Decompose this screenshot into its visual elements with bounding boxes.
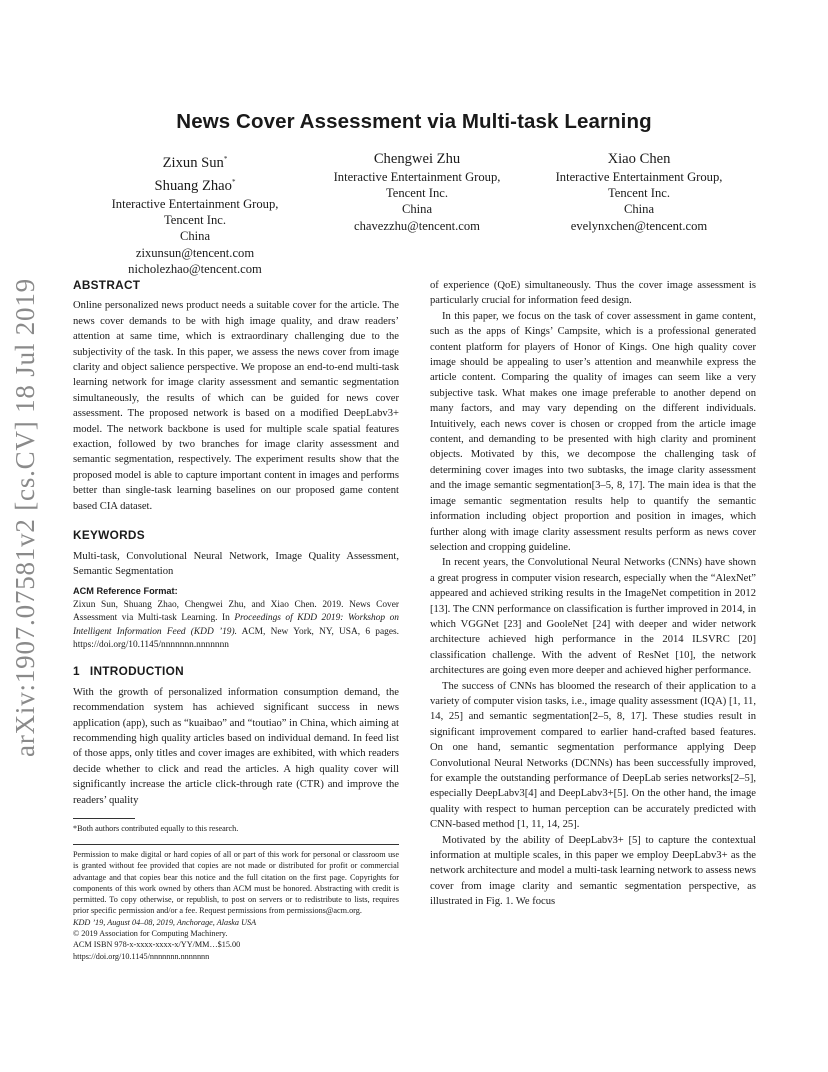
permission-rule	[73, 844, 399, 845]
intro-paragraph: In recent years, the Convolutional Neural Networks (CNNs) have shown a great progress in computer vision research, especially when the “AlexNet” appeared and achieved striking results in the ImageNet competition in 2012 [13]. The CNN performance on classification is further improved in 2014, in which VGGNet [23] and GooleNet [24] with deeper and wider network architecture achieved high performance in the 2014 ILSVRC [20] classification challenge. With the advent of ResNet [10], the network architectures are going even more deeper and achieved higher performance.	[430, 557, 756, 677]
affiliation-country: China	[623, 202, 655, 217]
keywords-text: Multi-task, Convolutional Neural Network, Image Quality Assessment, Semantic Segmentation	[73, 550, 399, 577]
acm-reference-tail: ACM, New York, NY, USA, 6 pages. https://doi.org/10.1145/nnnnnnn.nnnnnnn	[73, 626, 400, 650]
arxiv-id: arXiv:1907.07581v2 [cs.CV] 18 Jul 2019	[9, 277, 40, 757]
author-email: nicholezhao@tencent.com	[128, 261, 262, 276]
abstract-text: Online personalized news product needs a suitable cover for the article. The news cover demands to be with high image quality, and draw readers’ attention at same time, which is extraordinary challenging due to the subjectivity of the task. In this paper, we assess the news cover from image clarity and object salience perspective. We propose an end-to-end multi-task learning network for image clarity assessment and semantic segmentation simultaneously, the results of which can be guided for news cover assessment. The proposed network is based on a modified DeepLabv3+ model. The network backbone is used for multiple scale spatial features exaction, followed by two branches for image clarity assessment and semantic segmentation, respectively. The experiment results show that the proposed model is able to capture important content in images and performs better than single-task learning baselines on our proposed game content based CIA dataset.	[73, 300, 399, 512]
introduction-paragraph: With the growth of personalized information consumption demand, the recommendation system has achieved significant success in news application (app), such as “kuaibao” and “toutiao” in China, which aiming at recommending high quality articles based on individual demand. In feed list of those apps, only titles and cover images are exhibited, with which readers decide whether to click and read the articles. A high quality cover will significantly increase the article click-through rate (CTR) and improve the readers’ quality	[73, 686, 399, 806]
footnote-rule	[73, 818, 135, 819]
author-group-2	[312, 150, 522, 234]
acm-reference-venue: Proceedings of KDD 2019: Workshop on Intelligent Information Feed (KDD ’19).	[73, 613, 399, 637]
conference-info: KDD ’19, August 04–08, 2019, Anchorage, Alaska USA	[73, 917, 257, 927]
acm-reference-heading: ACM Reference Format:	[73, 586, 178, 597]
paper-title: News Cover Assessment via Multi-task Learning	[176, 110, 652, 133]
arxiv-watermark	[2, 262, 48, 772]
doi-line: https://doi.org/10.1145/nnnnnnn.nnnnnnn	[73, 951, 210, 961]
permission-block	[73, 849, 399, 962]
acm-reference	[73, 585, 399, 652]
author-name: Xiao Chen	[607, 151, 671, 167]
author-name: Zixun Sun*	[162, 155, 228, 171]
affiliation-line: Tencent Inc.	[607, 186, 671, 201]
intro-paragraph-continued: of experience (QoE) simultaneously. Thus the cover image assessment is particularly crucial for information feed design.	[430, 280, 756, 307]
author-email: chavezzhu@tencent.com	[354, 218, 480, 233]
affiliation-line: Interactive Entertainment Group,	[555, 170, 723, 184]
footnote: *Both authors contributed equally to this research.	[73, 824, 239, 833]
author-group-1	[90, 150, 300, 277]
author-email: zixunsun@tencent.com	[135, 245, 255, 260]
affiliation-line: Interactive Entertainment Group,	[333, 170, 501, 184]
intro-paragraph: The success of CNNs has bloomed the research of their application to a variety of computer vision tasks, i.e., image quality assessment (IQA) [1, 11, 14, 25] and semantic segmentation[2–5, 8, 17]. These studies result in significant improvement compared to earlier hand-crafted based features. On one hand, semantic segmentation performance applying Deep Convolutional Neural Networks (DCNNs) has been successfully improved, for example the outstanding performance of DeepLab series networks[2–5], especially DeepLabv3[4] and DeepLabv3+[5]. On the other hand, the image quality with respect to human perception can be accurately predicted with CNN-based method [1, 11, 14, 25].	[430, 680, 756, 831]
keywords-heading: KEYWORDS	[73, 528, 145, 543]
permission-text: Permission to make digital or hard copies of all or part of this work for personal or classroom use is granted without fee provided that copies are not made or distributed for profit or commercial advantage and that copies bear this notice and the full citation on the first page. Copyrights for components of this work owned by others than ACM must be honored. Abstracting with credit is permitted. To copy otherwise, or republish, to post on servers or to redistribute to lists, requires prior specific permission and/or a fee. Request permissions from permissions@acm.org.	[73, 850, 399, 916]
author-email: evelynxchen@tencent.com	[570, 218, 708, 233]
affiliation-country: China	[401, 202, 433, 217]
affiliation-line: Interactive Entertainment Group,	[111, 197, 279, 211]
intro-paragraph: Motivated by the ability of DeepLabv3+ [5] to capture the contextual information at multiple scales, in this paper we employ DeepLabv3+ as the network architecture and model a multi-task learning network to assess news cover from image clarity and semantic segmentation perspective, as illustrated in Fig. 1. We focus	[430, 834, 756, 908]
author-group-3	[534, 150, 744, 234]
author-block	[0, 150, 828, 275]
section-number: 1	[73, 664, 80, 679]
intro-paragraph: In this paper, we focus on the task of cover assessment in game content, such as the apps of Kings’ Campsite, which is a professional generated content platform for players of Honor of Kings. One high quality cover image should be appealing to user’s attention and meanwhile express the article content. Comparing the quality of images can seem like a very subjective task. What makes one image preferable to another depend on many factors, and may vary depending on the different individuals. Intuitively, each news cover is chosen or cropped from the article image content, and demanding to be presented with high clarity and prominent objects. Motivated by this, we decompose the challenging task of determining cover images into two subtasks, the image clarity assessment and the image semantic segmentation[3–5, 8, 17]. The main idea is that the image semantic segmentation results help to quantify the semantic information including object proportion and position in images, which further along with image clarity assessment results perform as news cover selection and cropping guideline.	[430, 310, 756, 553]
introduction-heading	[73, 664, 399, 679]
section-title: INTRODUCTION	[89, 664, 184, 679]
acm-reference-text: Zixun Sun, Shuang Zhao, Chengwei Zhu, and Xiao Chen. 2019. News Cover Assessment via Multi-task Learning. In	[73, 599, 399, 624]
author-name: Shuang Zhao*	[154, 178, 236, 194]
abstract-heading: ABSTRACT	[73, 278, 141, 292]
copyright-line: © 2019 Association for Computing Machinery.	[73, 929, 228, 939]
affiliation-country: China	[179, 229, 211, 244]
affiliation-line: Tencent Inc.	[385, 186, 449, 201]
affiliation-line: Tencent Inc.	[163, 213, 227, 228]
left-column	[73, 278, 399, 962]
author-name: Chengwei Zhu	[373, 151, 461, 167]
isbn-line: ACM ISBN 978-x-xxxx-xxxx-x/YY/MM…$15.00	[73, 940, 241, 950]
right-column	[430, 278, 756, 910]
